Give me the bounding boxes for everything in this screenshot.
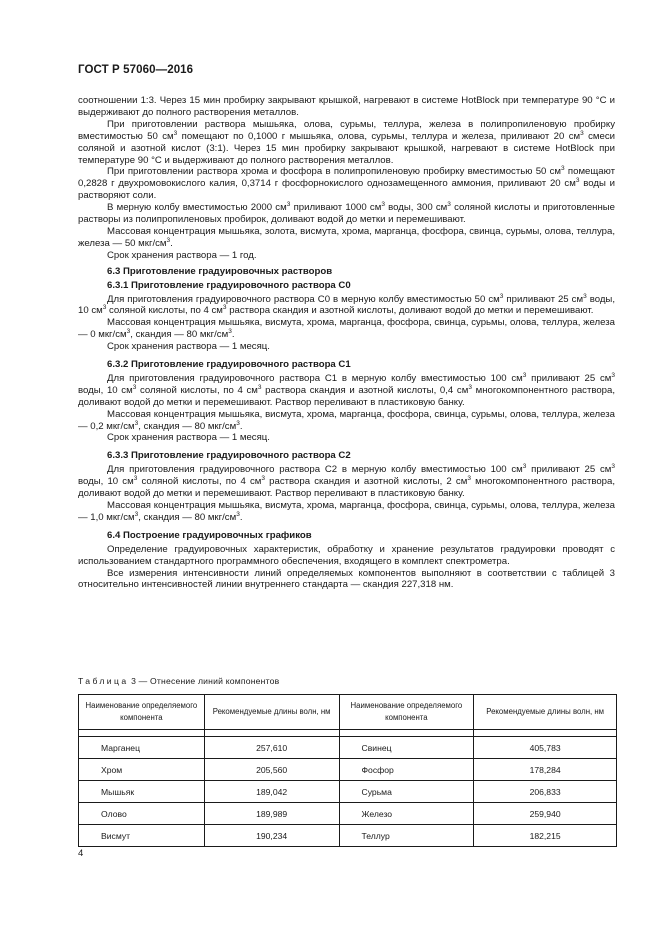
document-header: ГОСТ Р 57060—2016 xyxy=(78,64,194,76)
paragraph: Массовая концентрация мышьяка, золота, висмута, хрома, марганца, фосфора, свинца, сурьмы, олова, теллура, железа — 50 мкг/$см^3$. xyxy=(78,225,615,249)
wavelength-table xyxy=(78,694,617,847)
paragraph: Массовая концентрация мышьяка, висмута, хрома, марганца, фосфора, свинца, сурьмы, олова, теллура, железа — 0,2 мкг/$см^3$, скандия — 80 мкг/$см^3$. xyxy=(78,408,615,432)
table-cell: Олово xyxy=(79,803,205,825)
section-heading: 6.4 Построение градуировочных графиков xyxy=(107,529,312,541)
paragraph: Для приготовления градуировочного раствора С0 в мерную колбу вместимостью 50 $см^3$ приливают 25 $см^3$ воды, 10 $см^3$ соляной кислоты, по 4 $см^3$ раствора скандия и азотной кислоты, доливают водой до метки и перемешивают. xyxy=(78,292,615,317)
document-body xyxy=(78,95,615,591)
section-heading: 6.3 Приготовление градуировочных растворов xyxy=(107,265,333,277)
paragraph: При приготовлении раствора мышьяка, олова, сурьмы, теллура, железа в полипропиленовую пробирку вместимостью 50 $см^3$ помещают по 0,1000 г мышьяка, олова, сурьмы, теллура и железа, приливают 20 $см^3$ смеси соляной и азотной кислот (3:1). Через 15 мин пробирку закрывают крышкой, нагревают в системе HotBlock при температуре 90 °С и выдерживают до полного растворения металлов. xyxy=(78,118,615,166)
paragraph: В мерную колбу вместимостью 2000 $см^3$ приливают 1000 $см^3$ воды, 300 $см^3$ соляной кислоты и приготовленные растворы из полипропиленовых пробирок, доливают водой до метки и перемешивают. xyxy=(78,201,616,226)
table-cell: Теллур xyxy=(339,825,474,847)
table-cell: 189,042 xyxy=(204,781,339,803)
subsection-heading: 6.3.2 Приготовление градуировочного раствора С1 xyxy=(107,359,351,371)
table-row xyxy=(79,759,617,781)
subsection-heading: 6.3.3 Приготовление градуировочного раствора С2 xyxy=(107,450,351,462)
table-spacer-row xyxy=(79,730,617,737)
paragraph: Срок хранения раствора — 1 год. xyxy=(107,249,257,261)
table-header-cell: Наименование определяемого компонента xyxy=(79,695,205,730)
table-cell: Железо xyxy=(339,803,474,825)
table-cell: Свинец xyxy=(339,737,474,759)
table-header-row xyxy=(79,695,617,730)
table-cell: 259,940 xyxy=(474,803,617,825)
table-cell: Мышьяк xyxy=(79,781,205,803)
table-cell: Сурьма xyxy=(339,781,474,803)
table-row xyxy=(79,803,617,825)
table-cell: 178,284 xyxy=(474,759,617,781)
table-header-cell: Рекомендуемые длины волн, нм xyxy=(204,695,339,730)
paragraph: При приготовлении раствора хрома и фосфора в полипропиленовую пробирку вместимостью 50 $см^3$ помещают 0,2828 г двухромовокислого калия, 0,3714 г фосфорнокислого однозамещенного аммония, приливают 20 $см^3$ воды и растворяют соли. xyxy=(78,165,616,202)
table-cell: Фосфор xyxy=(339,759,474,781)
paragraph: соотношении 1:3. Через 15 мин пробирку закрывают крышкой, нагревают в системе HotBlock при температуре 90 °С и выдерживают до полного растворения металлов. xyxy=(78,95,615,118)
table-caption: Таблица 3 — Отнесение линий компонентов xyxy=(78,676,280,686)
paragraph: Срок хранения раствора — 1 месяц. xyxy=(107,432,270,444)
table-cell: 405,783 xyxy=(474,737,617,759)
table-cell: Висмут xyxy=(79,825,205,847)
table-cell: 257,610 xyxy=(204,737,339,759)
paragraph: Все измерения интенсивности линий определяемых компонентов выполняют в соответствии с таблицей 3 относительно интенсивностей линии внутреннего стандарта — скандия 227,318 нм. xyxy=(78,567,615,591)
page-number: 4 xyxy=(78,848,84,859)
paragraph: Массовая концентрация мышьяка, висмута, хрома, марганца, фосфора, свинца, сурьмы, олова, теллура, железа — 1,0 мкг/$см^3$, скандия — 80 мкг/$см^3$. xyxy=(78,500,615,523)
subsection-heading: 6.3.1 Приготовление градуировочного раствора С0 xyxy=(107,279,351,291)
table-cell: 206,833 xyxy=(474,781,617,803)
table-cell: Марганец xyxy=(79,737,205,759)
table-header-cell: Рекомендуемые длины волн, нм xyxy=(474,695,617,730)
table-cell: 182,215 xyxy=(474,825,617,847)
table-cell: Хром xyxy=(79,759,205,781)
table-cell: 189,989 xyxy=(204,803,339,825)
table-row xyxy=(79,781,617,803)
paragraph: Для приготовления градуировочного раствора С2 в мерную колбу вместимостью 100 $см^3$ приливают 25 $см^3$ воды, 10 $см^3$ соляной кислоты, по 4 $см^3$ раствора скандия и азотной кислоты, 2 $см^3$ многокомпонентного раствора, доливают водой до метки и перемешивают. Раствор переливают в пластиковую банку. xyxy=(78,463,616,500)
table-cell: 190,234 xyxy=(204,825,339,847)
paragraph: Срок хранения раствора — 1 месяц. xyxy=(107,341,270,353)
table-cell: 205,560 xyxy=(204,759,339,781)
paragraph: Определение градуировочных характеристик, обработку и хранение результатов градуировки проводят с использованием стандартного программного обеспечения, входящего в комплект спектрометра. xyxy=(78,543,615,567)
paragraph: Массовая концентрация мышьяка, висмута, хрома, марганца, фосфора, свинца, сурьмы, олова, теллура, железа — 0 мкг/$см^3$, скандия — 80 мкг/$см^3$. xyxy=(78,317,615,341)
paragraph: Для приготовления градуировочного раствора С1 в мерную колбу вместимостью 100 $см^3$ приливают 25 $см^3$ воды, 10 $см^3$ соляной кислоты, по 4 $см^3$ раствора скандия и азотной кислоты, 0,4 $см^3$ многокомпонентного раствора, доливают водой до метки и перемешивают. Раствор переливают в пластиковую банку. xyxy=(78,371,616,408)
table-header-cell: Наименование определяемого компонента xyxy=(339,695,474,730)
table-row xyxy=(79,825,617,847)
table-row xyxy=(79,737,617,759)
